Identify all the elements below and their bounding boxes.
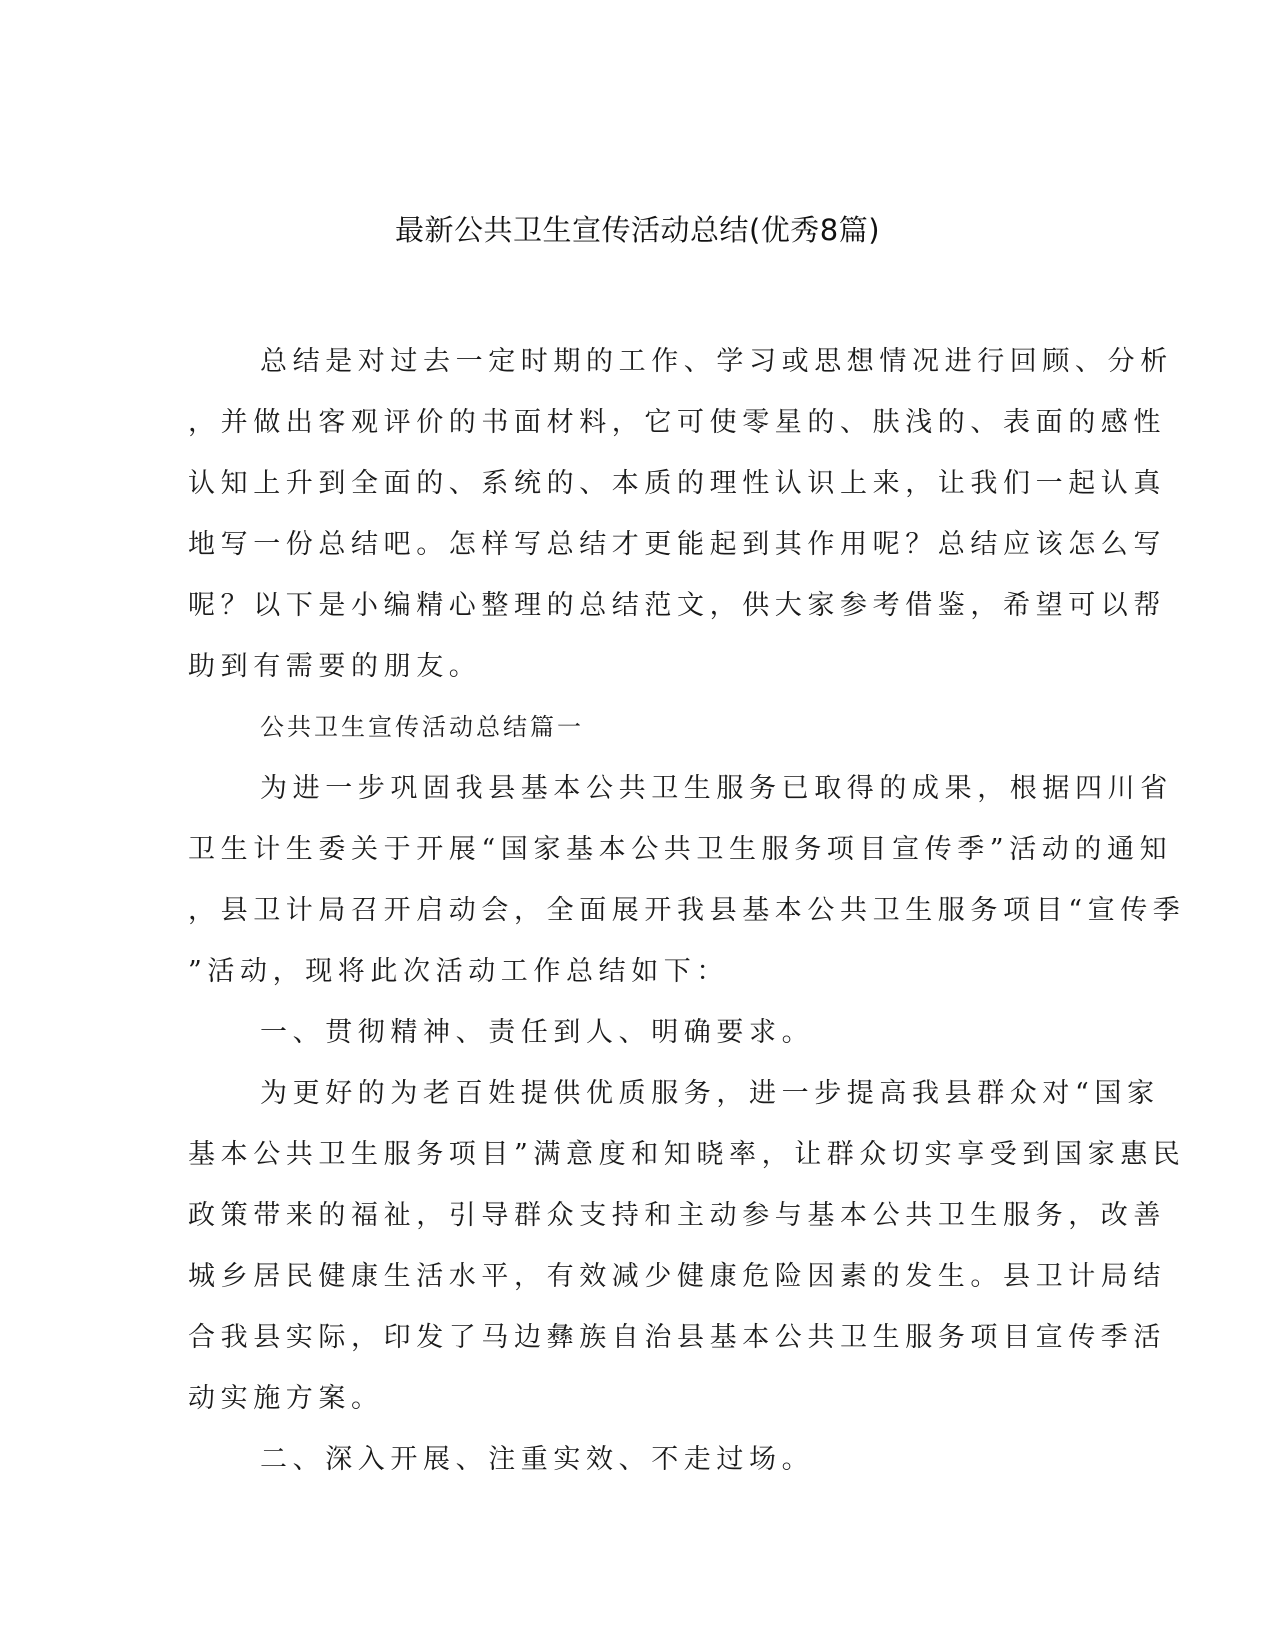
paragraph-line: 政策带来的福祉，引导群众支持和主动参与基本公共卫生服务，改善 [188,1200,1166,1231]
paragraph-line: 合我县实际，印发了马边彝族自治县基本公共卫生服务项目宣传季活 [188,1322,1166,1353]
document-title: 最新公共卫生宣传活动总结(优秀8篇) [394,213,881,247]
paragraph-line: 总结是对过去一定时期的工作、学习或思想情况进行回顾、分析 [260,346,1173,377]
paragraph-line: 地写一份总结吧。怎样写总结才更能起到其作用呢？总结应该怎么写 [188,529,1166,560]
section-heading: 二、深入开展、注重实效、不走过场。 [260,1444,815,1475]
paragraph-line: ”活动，现将此次活动工作总结如下： [188,956,730,987]
paragraph-line: 基本公共卫生服务项目”满意度和知晓率，让群众切实享受到国家惠民 [188,1139,1186,1170]
paragraph-line: 助到有需要的朋友。 [188,651,482,682]
paragraph-line: 认知上升到全面的、系统的、本质的理性认识上来，让我们一起认真 [188,468,1166,499]
section-heading: 一、贯彻精神、责任到人、明确要求。 [260,1017,815,1048]
paragraph-line: 呢？以下是小编精心整理的总结范文，供大家参考借鉴，希望可以帮 [188,590,1166,621]
paragraph-line: ，县卫计局召开启动会，全面展开我县基本公共卫生服务项目“宣传季 [188,895,1186,926]
paragraph-line: ，并做出客观评价的书面材料，它可使零星的、肤浅的、表面的感性 [188,407,1166,438]
paragraph-line: 为更好的为老百姓提供优质服务，进一步提高我县群众对“国家 [260,1078,1160,1109]
section-heading: 公共卫生宣传活动总结篇一 [260,713,584,741]
paragraph-line: 城乡居民健康生活水平，有效减少健康危险因素的发生。县卫计局结 [188,1261,1166,1292]
document-body [188,331,1186,1490]
paragraph-line: 动实施方案。 [188,1383,384,1414]
paragraph-line: 卫生计生委关于开展“国家基本公共卫生服务项目宣传季”活动的通知 [188,834,1173,865]
paragraph-line: 为进一步巩固我县基本公共卫生服务已取得的成果，根据四川省 [260,773,1173,804]
